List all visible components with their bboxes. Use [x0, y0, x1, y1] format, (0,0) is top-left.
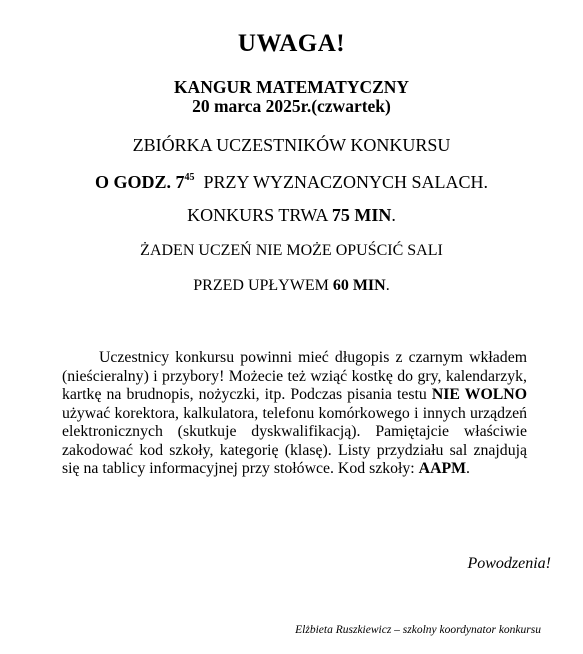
paragraph-end: .	[466, 460, 470, 477]
no-leave-line: ŻADEN UCZEŃ NIE MOŻE OPUŚCIĆ SALI	[140, 242, 443, 259]
before-prefix: PRZED UPŁYWEM	[193, 277, 329, 294]
duration-end: .	[391, 205, 396, 225]
time-line	[0, 172, 583, 193]
paragraph-bold: NIE WOLNO	[431, 386, 527, 403]
before-line	[0, 277, 583, 295]
school-code: AAPM	[418, 460, 467, 477]
event-date: 20 marca 2025r.(czwartek)	[192, 96, 391, 116]
event-name: KANGUR MATEMATYCZNY	[173, 77, 410, 97]
paragraph-part1: Uczestnicy konkursu powinni mieć długopis z czarnym wkładem (nieścieralny) i przybory! Możecie też wziąć kostkę do gry, kalendarzyk, kartkę na brudnopis, nożyczki, itp. Podczas pisania testu	[62, 349, 527, 403]
before-end: .	[385, 277, 390, 294]
instructions-paragraph	[62, 349, 527, 479]
paragraph-part2: używać korektora, kalkulatora, telefonu komórkowego i innych urządzeń elektronicznych (skutkuje dyskwalifikacją). Pamiętajcie właściwie zakodować kod szkoły, kategorię (klasę). Listy przydziału sal znajdują się na tablicy informacyjnej przy stołówce. Kod szkoły:	[62, 404, 527, 477]
gathering-line: ZBIÓRKA UCZESTNIKÓW KONKURSU	[132, 135, 451, 155]
time-prefix: O GODZ. 7	[94, 172, 185, 192]
before-value: 60 MIN	[332, 277, 386, 294]
duration-value: 75 MIN	[331, 205, 392, 225]
time-suffix: PRZY WYZNACZONYCH SALACH.	[203, 172, 489, 192]
good-luck: Powodzenia!	[467, 555, 551, 572]
notice-heading: UWAGA!	[237, 30, 346, 57]
signature: Elżbieta Ruszkiewicz – szkolny koordynator konkursu	[295, 624, 541, 636]
duration-line	[0, 205, 583, 226]
time-minutes: 45	[184, 172, 195, 183]
duration-prefix: KONKURS TRWA	[187, 205, 328, 225]
